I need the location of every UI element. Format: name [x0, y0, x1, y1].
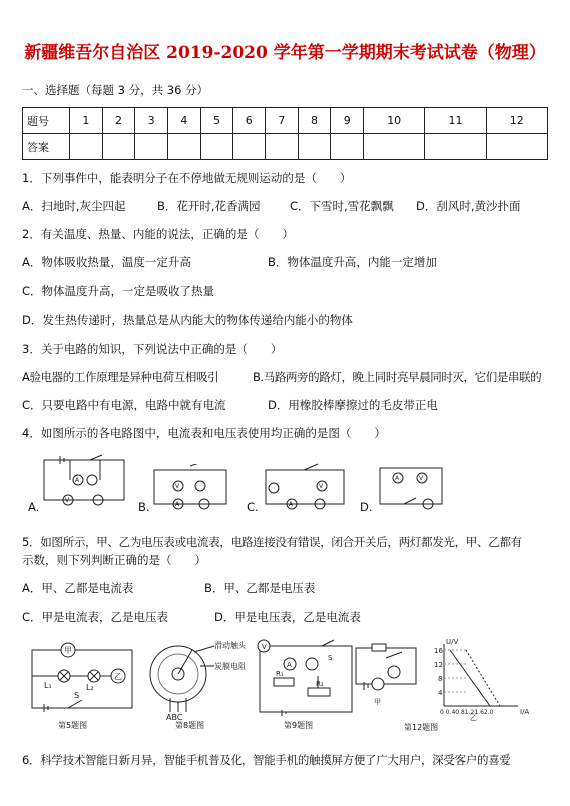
q4-option-d: D. [360, 500, 373, 514]
q3-option-a: A验电器的工作原理是异种电荷互相吸引 [22, 370, 219, 384]
page-title: 新疆维吾尔自治区 2019-2020 学年第一学期期末考试试卷（物理） [24, 43, 546, 63]
figure-5-caption: 第5题图 [58, 721, 88, 730]
fig5-label-s: S [74, 691, 80, 700]
question-2-stem: 2．有关温度、热量、内能的说法，正确的是（ ） [22, 227, 294, 241]
figure-12-caption: 第12题图 [404, 723, 439, 732]
fig8-label-film: 炭膜电阻 [214, 662, 246, 671]
svg-text:V: V [419, 475, 424, 482]
answer-table [22, 107, 548, 160]
q5-option-b: B．甲、乙都是电压表 [204, 581, 316, 595]
q3-option-d: D．用橡胶棒摩擦过的毛皮带正电 [268, 398, 438, 412]
q5-option-d: D．甲是电压表，乙是电流表 [214, 610, 361, 624]
q1-option-b: B．花开时,花香满园 [157, 199, 261, 213]
answer-cell[interactable] [425, 134, 486, 160]
table-cell: 11 [425, 108, 486, 134]
fig12-label-yi: 乙 [470, 714, 477, 722]
fig12-ytick: 16 [434, 647, 443, 655]
fig5-label-l2: L₂ [86, 683, 94, 692]
fig12-axis-x: I/A [520, 708, 530, 716]
row-label: 题号 [23, 108, 70, 134]
q2-option-d: D．发生热传递时，热量总是从内能大的物体传递给内能小的物体 [22, 313, 353, 327]
fig12-ytick: 8 [438, 675, 443, 683]
fig9-label-s: S [328, 654, 333, 662]
svg-text:A: A [175, 501, 180, 508]
fig9-label-r2: R₂ [316, 680, 324, 688]
q3-option-b: B.马路两旁的路灯，晚上同时亮早晨同时灭，它们是串联的 [253, 370, 542, 384]
svg-text:V: V [65, 497, 70, 504]
q1-option-c: C．下雪时,雪花飘飘 [290, 199, 394, 213]
fig12-axis-y: U/V [446, 638, 459, 646]
figure-9-circuit [252, 636, 360, 720]
table-row-answers [23, 134, 548, 160]
fig5-label-jia: 甲 [64, 646, 72, 655]
q2-option-b: B．物体温度升高，内能一定增加 [268, 255, 437, 269]
table-cell: 8 [298, 108, 331, 134]
table-cell: 2 [102, 108, 135, 134]
answer-cell[interactable] [486, 134, 547, 160]
question-5-stem-line1: 5．如图所示，甲、乙为电压表或电流表，电路连接没有错误，闭合开关后，两灯都发光，甲、乙都有 [22, 535, 522, 549]
q4-circuit-d [376, 462, 446, 512]
question-3-stem: 3．关于电路的知识，下列说法中正确的是（ ） [22, 342, 283, 356]
table-cell: 5 [200, 108, 233, 134]
fig12-xticks: 0 0.40.81.21.62.0 [440, 709, 494, 716]
table-cell: 3 [135, 108, 168, 134]
figure-9-caption: 第9题图 [284, 721, 314, 730]
figure-8-caption: 第8题图 [175, 721, 205, 730]
table-cell: 7 [266, 108, 299, 134]
q1-option-d: D．刮风时,黄沙扑面 [416, 199, 521, 213]
svg-text:A: A [395, 475, 400, 482]
q2-option-c: C．物体温度升高，一定是吸收了热量 [22, 284, 215, 298]
q4-circuit-a [40, 452, 128, 508]
section-heading: 一、选择题（每题 3 分，共 36 分） [22, 83, 209, 97]
q2-option-a: A．物体吸收热量，温度一定升高 [22, 255, 191, 269]
svg-text:A: A [75, 477, 80, 484]
q5-option-c: C．甲是电流表，乙是电压表 [22, 610, 169, 624]
fig12-ytick: 12 [434, 661, 443, 669]
table-cell: 1 [70, 108, 103, 134]
answer-cell[interactable] [298, 134, 331, 160]
q4-circuit-b [150, 464, 230, 510]
answer-cell[interactable] [266, 134, 299, 160]
fig8-label-abc: ABC [166, 713, 183, 722]
figure-12 [350, 634, 542, 722]
q4-option-b: B. [138, 500, 150, 514]
table-cell: 6 [233, 108, 266, 134]
answer-cell[interactable] [364, 134, 425, 160]
answer-cell[interactable] [70, 134, 103, 160]
answer-cell[interactable] [200, 134, 233, 160]
question-4-stem: 4．如图所示的各电路图中，电流表和电压表使用均正确的是图（ ） [22, 426, 386, 440]
question-1-stem: 1．下列事件中，能表明分子在不停地做无规则运动的是（ ） [22, 171, 352, 185]
fig9-label-a: A [287, 661, 292, 669]
q4-circuit-c [262, 462, 348, 512]
fig12-label-jia: 甲 [374, 698, 381, 706]
fig8-label-slider: 滑动触头 [214, 641, 246, 650]
table-row-numbers [23, 108, 548, 134]
answer-cell[interactable] [135, 134, 168, 160]
svg-text:A: A [289, 501, 294, 508]
q4-option-c: C. [247, 500, 259, 514]
q3-option-c: C．只要电路中有电源，电路中就有电流 [22, 398, 226, 412]
row-label: 答案 [23, 134, 70, 160]
fig5-label-yi: 乙 [114, 672, 122, 681]
table-cell: 9 [331, 108, 364, 134]
svg-text:V: V [175, 483, 180, 490]
svg-text:V: V [319, 483, 324, 490]
figure-8-potentiometer [144, 636, 252, 722]
question-6-stem: 6．科学技术智能日新月异，智能手机普及化，智能手机的触摸屏方便了广大用户，深受客户的喜爱 [22, 753, 511, 767]
answer-cell[interactable] [102, 134, 135, 160]
fig12-ytick: 4 [438, 689, 443, 697]
answer-cell[interactable] [233, 134, 266, 160]
q5-option-a: A．甲、乙都是电流表 [22, 581, 134, 595]
answer-cell[interactable] [331, 134, 364, 160]
fig9-label-r1: R₁ [276, 670, 284, 678]
fig9-label-v: V [262, 643, 267, 651]
table-cell: 4 [168, 108, 201, 134]
q4-option-a: A. [28, 500, 40, 514]
answer-cell[interactable] [168, 134, 201, 160]
fig5-label-l1: L₁ [44, 681, 52, 690]
question-5-stem-line2: 示数，则下列判断正确的是（ ） [22, 553, 206, 567]
table-cell: 12 [486, 108, 547, 134]
figure-5-circuit [22, 636, 137, 718]
table-cell: 10 [364, 108, 425, 134]
q1-option-a: A．扫地时,灰尘四起 [22, 199, 126, 213]
